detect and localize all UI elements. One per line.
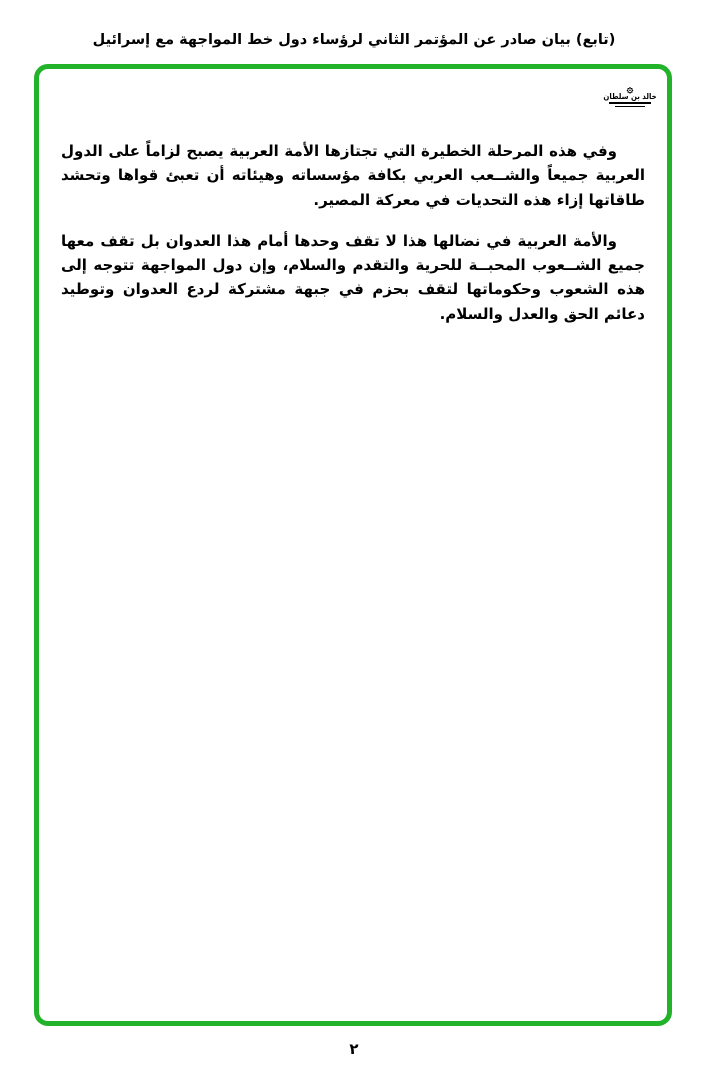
signature-stamp-icon — [603, 83, 657, 131]
green-border-frame — [34, 64, 672, 1026]
stamp-emblem-icon: ۞ — [626, 83, 634, 95]
paragraph: والأمة العربية في نضالها هذا لا تقف وحدها أمام هذا العدوان بل تقف معها جميع الشــعوب المحبــة للحرية والتقدم والسلام، وإن دول المواجهة تتوجه إلى هذه الشعوب وحكوماتها لتقف بحزم في جبهة مشتركة لردع العدوان وتوطيد دعائم الحق والعدل والسلام. — [61, 231, 645, 323]
stamp-divider — [609, 102, 651, 104]
document-body — [61, 139, 645, 343]
page-header: (تابع) بيان صادر عن المؤتمر الثاني لرؤساء دول خط المواجهة مع إسرائيل — [92, 32, 616, 48]
stamp-divider — [615, 106, 645, 107]
paragraph: وفي هذه المرحلة الخطيرة التي تجتازها الأمة العربية يصبح لزاماً على الدول العربية جميعاً والشــعب العربي بكافة مؤسساته وهيئاته أن تعبئ قواها وتحشد طاقاتها إزاء هذه التحديات في معركة المصير. — [61, 142, 645, 209]
stamp-text: خالد بن سلطان — [603, 92, 657, 102]
page-number: ٢ — [349, 1040, 359, 1058]
